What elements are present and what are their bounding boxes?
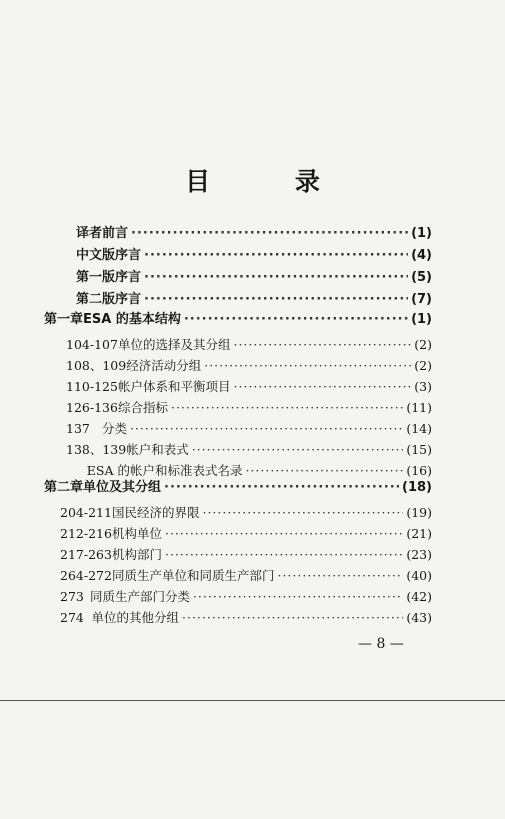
section-code: 217-263 [60, 547, 112, 562]
toc-label: 中文版序言 [76, 248, 142, 263]
toc-page: (2) [414, 337, 432, 352]
toc-chapter-2[interactable] [44, 476, 432, 495]
toc-front-item[interactable] [76, 288, 432, 307]
section-code: 137 [66, 421, 90, 436]
toc-label: 单位的其他分组 [91, 610, 180, 625]
toc-entry[interactable] [60, 503, 432, 521]
section-code: 126-136 [66, 400, 118, 415]
toc-label: 帐户和表式 [126, 442, 189, 457]
toc-entry[interactable] [60, 545, 432, 563]
toc-label: 机构部门 [111, 547, 162, 562]
section-code: 264-272 [60, 568, 112, 583]
toc-entry[interactable] [60, 524, 432, 542]
toc-page: (2) [414, 358, 432, 373]
toc-page: (16) [406, 463, 432, 478]
leader-dots [144, 292, 408, 307]
toc-page: (42) [406, 589, 432, 604]
toc-page: (4) [411, 248, 432, 263]
bottom-rule [0, 700, 505, 701]
toc-page: (1) [411, 312, 432, 327]
leader-dots [204, 358, 411, 373]
section-code: 274 [60, 610, 84, 625]
toc-label: 同质生产部门分类 [89, 589, 190, 604]
leader-dots [193, 589, 403, 604]
toc-entry[interactable] [66, 377, 432, 395]
toc-page: (15) [406, 442, 432, 457]
toc-entry[interactable] [66, 440, 432, 458]
toc-entry[interactable] [60, 608, 432, 626]
page-number: — 8 — [358, 636, 404, 652]
toc-label: 机构单位 [111, 526, 162, 541]
leader-dots [144, 270, 408, 285]
toc-label: 单位的选择及其分组 [117, 337, 231, 352]
leader-dots [233, 337, 411, 352]
toc-page: (5) [411, 270, 432, 285]
toc-entry[interactable] [66, 398, 432, 416]
leader-dots [165, 547, 403, 562]
leader-dots [192, 442, 404, 457]
chapter-title: ESA 的基本结构 [83, 312, 181, 327]
toc-page: (19) [406, 505, 432, 520]
toc-chapter-1[interactable] [44, 308, 432, 327]
page-title: 目 录 [185, 167, 358, 196]
toc-page: (7) [411, 292, 432, 307]
toc-label: 经济活动分组 [126, 358, 202, 373]
toc-label: 国民经济的界限 [111, 505, 200, 520]
toc-front-item[interactable] [76, 222, 432, 241]
chapter-title: 单位及其分组 [83, 480, 162, 495]
leader-dots [233, 379, 411, 394]
toc-page: (43) [406, 610, 432, 625]
toc-page: (40) [406, 568, 432, 583]
toc-page: (11) [406, 400, 432, 415]
toc-label: 综合指标 [117, 400, 168, 415]
leader-dots [165, 526, 403, 541]
leader-dots [202, 505, 403, 520]
section-code: 110-125 [66, 379, 118, 394]
toc-label: 第一版序言 [76, 270, 142, 285]
toc-label: 分类 [101, 421, 127, 436]
toc-label: 第二版序言 [76, 292, 142, 307]
section-code: 104-107 [66, 337, 118, 352]
toc-front-item[interactable] [76, 244, 432, 263]
leader-dots [182, 610, 403, 625]
toc-entry[interactable] [66, 419, 432, 437]
toc-label: 帐户体系和平衡项目 [117, 379, 231, 394]
leader-dots [164, 480, 399, 495]
toc-page: (18) [402, 480, 432, 495]
chapter-number: 第二章 [44, 480, 84, 495]
toc-entry[interactable] [60, 566, 432, 584]
chapter-number: 第一章 [44, 312, 84, 327]
leader-dots [171, 400, 403, 415]
toc-label: 同质生产单位和同质生产部门 [111, 568, 275, 583]
toc-label: ESA 的帐户和标准表式名录 [86, 463, 243, 478]
leader-dots [184, 312, 408, 327]
toc-page: (14) [406, 421, 432, 436]
section-code: 204-211 [60, 505, 112, 520]
toc-page: (3) [414, 379, 432, 394]
section-code: 138、139 [66, 442, 127, 457]
section-code: 108、109 [66, 358, 127, 373]
toc-page: (1) [411, 226, 432, 241]
section-code: 273 [60, 589, 84, 604]
leader-dots [144, 248, 408, 263]
leader-dots [131, 226, 408, 241]
toc-label: 译者前言 [76, 226, 129, 241]
toc-page: (21) [406, 526, 432, 541]
leader-dots [277, 568, 403, 583]
toc-page: (23) [406, 547, 432, 562]
section-code: 212-216 [60, 526, 112, 541]
toc-entry[interactable] [60, 587, 432, 605]
leader-dots [130, 421, 403, 436]
toc-entry[interactable] [66, 335, 432, 353]
toc-entry[interactable] [66, 356, 432, 374]
toc-front-item[interactable] [76, 266, 432, 285]
